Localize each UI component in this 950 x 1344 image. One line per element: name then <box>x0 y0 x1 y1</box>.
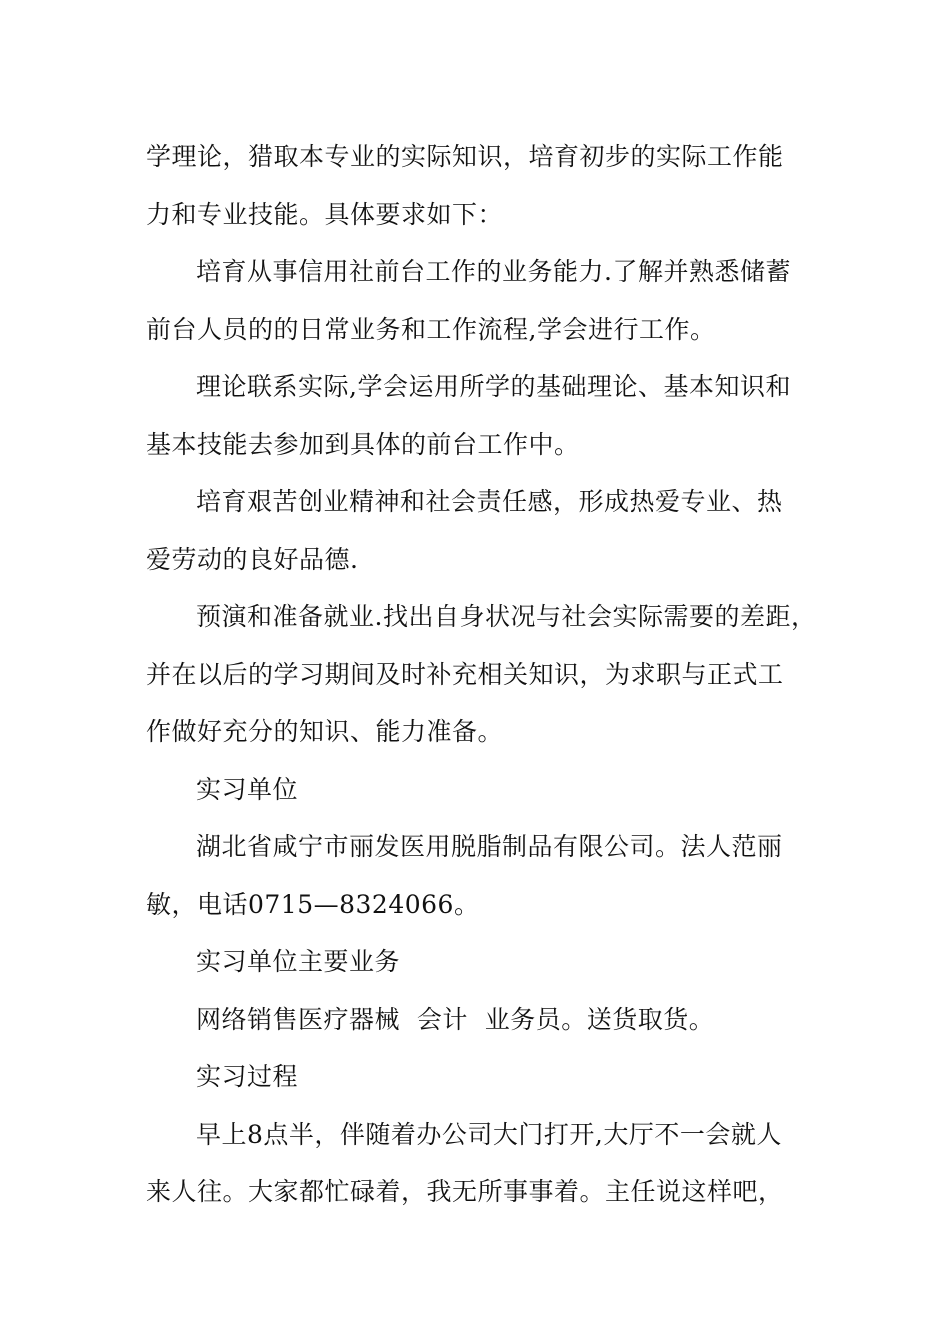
text-line: 并在以后的学习期间及时补充相关知识，为求职与正式工 <box>146 659 784 689</box>
section-heading: 实习过程 <box>196 1062 299 1091</box>
text-line: 网络销售医疗器械 会计 业务员。送货取货。 <box>196 1004 715 1034</box>
text-line: 早上8点半，伴随着办公司大门打开,大厅不一会就人 <box>196 1119 782 1149</box>
text-line: 预演和准备就业.找出自身状况与社会实际需要的差距， <box>196 602 817 631</box>
text-line: 学理论，猎取本专业的实际知识，培育初步的实际工作能 <box>146 142 784 171</box>
text-line: 力和专业技能。具体要求如下： <box>146 199 504 229</box>
text-line: 来人往。大家都忙碌着，我无所事事着。主任说这样吧， <box>146 1177 784 1206</box>
text-line: 基本技能去参加到具体的前台工作中。 <box>146 429 580 459</box>
section-heading: 实习单位主要业务 <box>196 947 401 976</box>
text-line: 湖北省咸宁市丽发医用脱脂制品有限公司。法人范丽 <box>196 832 783 861</box>
text-line: 培育艰苦创业精神和社会责任感，形成热爱专业、热 <box>196 487 783 516</box>
document-body <box>146 128 817 1221</box>
text-line: 爱劳动的良好品德. <box>146 544 359 574</box>
text-line: 前台人员的的日常业务和工作流程,学会进行工作。 <box>146 314 716 344</box>
text-line: 培育从事信用社前台工作的业务能力.了解并熟悉储蓄 <box>196 257 791 286</box>
text-line: 敏，电话0715—8324066。 <box>146 889 480 919</box>
section-heading: 实习单位 <box>196 774 299 804</box>
text-line: 理论联系实际,学会运用所学的基础理论、基本知识和 <box>196 372 791 401</box>
text-line: 作做好充分的知识、能力准备。 <box>146 717 504 746</box>
